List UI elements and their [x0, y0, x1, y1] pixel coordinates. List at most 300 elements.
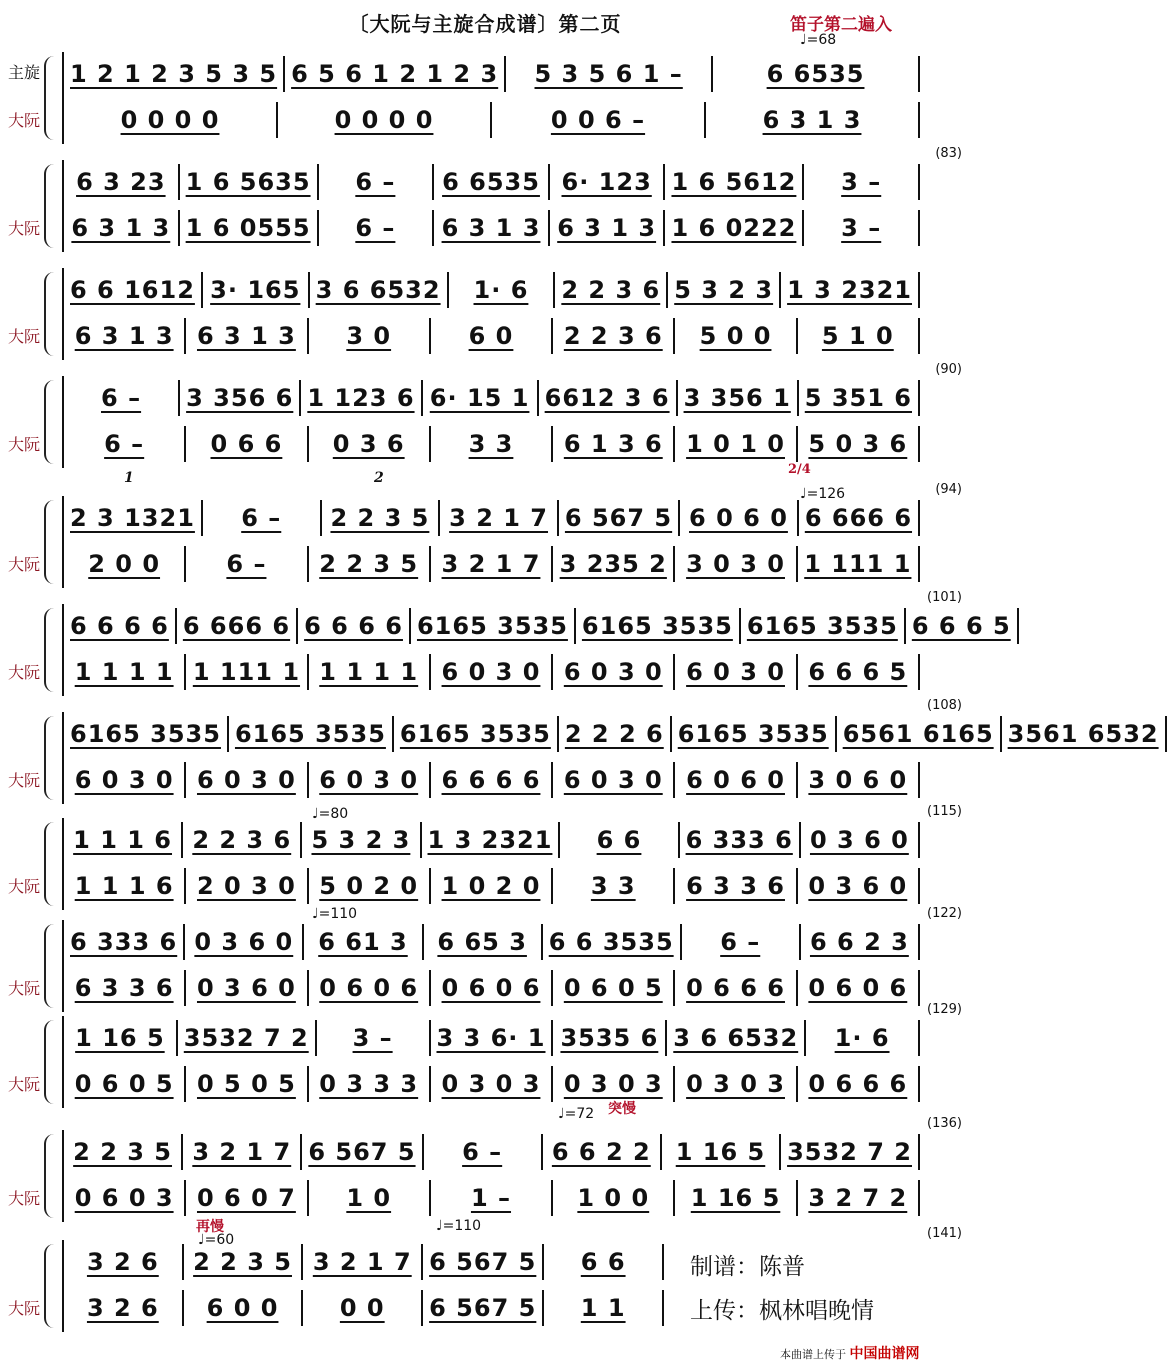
measure [431, 1066, 553, 1102]
measure [431, 426, 553, 462]
measure [798, 762, 920, 798]
measure [741, 608, 906, 644]
measure [668, 272, 781, 308]
measure [576, 608, 741, 644]
jianpu-notes: 0 6 0 6 [808, 974, 908, 1002]
measure [550, 210, 666, 246]
measure [665, 210, 804, 246]
measure [553, 970, 675, 1006]
measure [543, 1134, 662, 1170]
jianpu-notes: 0 3 0 3 [686, 1070, 785, 1098]
jianpu-notes: 1· 6 [473, 276, 529, 304]
staff-top [64, 822, 920, 858]
measure [64, 318, 186, 354]
jianpu-notes: 6 567 5 [564, 504, 673, 532]
part-label-daruan: 大阮 [8, 327, 41, 346]
measure [706, 102, 920, 138]
part-label-daruan: 大阮 [8, 877, 41, 896]
jianpu-notes: 6 6 [596, 826, 642, 854]
staff-top [64, 164, 920, 200]
jianpu-notes: 6 – [104, 430, 145, 458]
jianpu-notes: 6 6 6 5 [808, 658, 908, 686]
measure [309, 426, 431, 462]
measure [804, 164, 920, 200]
tempo-126: ♩=126 [800, 486, 846, 502]
jianpu-notes: 1 0 [346, 1184, 392, 1212]
measure [553, 1066, 675, 1102]
measure [675, 654, 797, 690]
measure [64, 608, 177, 644]
sudden-slow-mark: 突慢 [608, 1101, 636, 1117]
part-label-daruan: 大阮 [8, 771, 41, 790]
staff-bottom [64, 102, 920, 138]
jianpu-notes: 6 0 3 0 [196, 766, 296, 794]
footer-site: 中国曲谱网 [849, 1346, 920, 1362]
jianpu-notes: 3 235 2 [559, 550, 667, 578]
measure [303, 1244, 423, 1280]
measure [431, 318, 553, 354]
jianpu-notes: 6 0 3 0 [74, 766, 174, 794]
jianpu-notes: 0 3 0 3 [563, 1070, 663, 1098]
jianpu-notes: 3 – [841, 168, 882, 196]
volta-1: 1 [124, 470, 134, 486]
jianpu-notes: 3 0 [346, 322, 392, 350]
jianpu-notes: 6 666 6 [804, 504, 913, 532]
measure [799, 500, 920, 536]
jianpu-notes: 6 0 3 0 [563, 658, 663, 686]
system-line [62, 52, 920, 144]
measure [434, 210, 550, 246]
jianpu-notes: 1 6 0555 [185, 214, 311, 242]
measure [559, 500, 680, 536]
measure [781, 1134, 920, 1170]
measure [680, 500, 799, 536]
system-line [62, 376, 920, 468]
jianpu-notes: 5 3 5 6 1 – [534, 60, 683, 88]
system-brace [44, 164, 58, 248]
staff-top [64, 608, 1011, 644]
measure [682, 924, 801, 960]
jianpu-notes: 6165 3535 [677, 720, 829, 748]
flute-entry-note: 笛子第二遍入 [790, 15, 892, 35]
jianpu-notes: 1 111 1 [192, 658, 301, 686]
jianpu-notes: 6· 123 [561, 168, 652, 196]
measure [424, 924, 543, 960]
site-footer [780, 1343, 920, 1363]
system-line [62, 1130, 920, 1222]
jianpu-notes: 1 16 5 [690, 1184, 781, 1212]
staff-bottom [64, 1066, 920, 1102]
jianpu-notes: 6 – [355, 214, 396, 242]
jianpu-notes: 0 6 0 5 [74, 1070, 174, 1098]
jianpu-notes: 2 2 3 5 [330, 504, 430, 532]
measure [672, 716, 837, 752]
measure [64, 380, 180, 416]
jianpu-notes: 1 16 5 [675, 1138, 766, 1166]
measure [309, 654, 431, 690]
jianpu-notes: 1 16 5 [75, 1024, 165, 1052]
measure [798, 1066, 920, 1102]
tempo-110: ♩=110 [312, 906, 358, 922]
jianpu-notes: 0 0 0 0 [334, 106, 434, 134]
jianpu-notes: 3561 6532 [1007, 720, 1159, 748]
system-line [62, 1016, 920, 1108]
system-brace [44, 500, 58, 584]
jianpu-notes: 6165 3535 [581, 612, 733, 640]
measure [229, 716, 394, 752]
jianpu-notes: 6 6 3535 [548, 928, 674, 956]
jianpu-notes: 5 1 0 [821, 322, 894, 350]
system-line [62, 604, 1011, 696]
jianpu-notes: 3 2 7 2 [808, 1184, 908, 1212]
jianpu-notes: 0 0 0 0 [120, 106, 220, 134]
jianpu-notes: 2 0 3 0 [196, 872, 296, 900]
jianpu-notes: 6 567 5 [429, 1248, 537, 1276]
jianpu-notes: 0 6 0 7 [196, 1184, 296, 1212]
jianpu-notes: 2 2 3 6 [561, 276, 661, 304]
jianpu-notes: 0 6 0 6 [441, 974, 541, 1002]
jianpu-notes: 3 6 6532 [315, 276, 441, 304]
jianpu-notes: 6 3 3 6 [74, 974, 174, 1002]
measure [64, 970, 186, 1006]
jianpu-notes: 1 1 1 6 [73, 826, 173, 854]
measure [798, 426, 920, 462]
staff-bottom [64, 762, 920, 798]
jianpu-notes: 3 2 1 7 [449, 504, 549, 532]
measure [837, 716, 1002, 752]
jianpu-notes: 6 567 5 [308, 1138, 416, 1166]
measure [675, 868, 797, 904]
measure [64, 426, 186, 462]
jianpu-notes: 3532 7 2 [183, 1024, 309, 1052]
jianpu-notes: 6 6 6 6 [441, 766, 541, 794]
system-line [62, 920, 920, 1012]
measure [183, 822, 302, 858]
measure-number: (94) [935, 482, 962, 497]
measure [64, 924, 185, 960]
jianpu-notes: 5 0 3 6 [808, 430, 908, 458]
jianpu-notes: 6561 6165 [842, 720, 994, 748]
part-label-daruan: 大阮 [8, 1299, 41, 1318]
measure [64, 1020, 178, 1056]
measure [203, 272, 310, 308]
measure [64, 272, 203, 308]
measure [798, 1180, 920, 1216]
jianpu-notes: 1 – [470, 1184, 512, 1212]
measure [553, 546, 675, 582]
part-label-melody: 主旋 [8, 63, 41, 82]
jianpu-notes: 6 3 1 3 [74, 322, 174, 350]
jianpu-notes: 6 0 3 0 [441, 658, 541, 686]
measure-number: (83) [935, 146, 962, 161]
arranger-credit: 制谱：陈普 [690, 1254, 805, 1280]
measure [680, 822, 801, 858]
jianpu-notes: 0 3 6 0 [808, 872, 908, 900]
jianpu-notes: 5 3 2 3 [674, 276, 774, 304]
measure [801, 822, 920, 858]
system-brace [44, 380, 58, 464]
measure [64, 822, 183, 858]
measure [550, 164, 666, 200]
measure [553, 426, 675, 462]
measure [184, 1244, 304, 1280]
jianpu-notes: 3 0 6 0 [808, 766, 908, 794]
measure [799, 380, 920, 416]
jianpu-notes: 3 2 1 7 [441, 550, 541, 578]
measure [180, 210, 319, 246]
jianpu-notes: 3 356 1 [683, 384, 791, 412]
measure [422, 822, 561, 858]
measure [553, 762, 675, 798]
measure-number: (115) [927, 804, 962, 819]
slower-again-mark: 再慢 [196, 1219, 224, 1235]
measure [798, 318, 920, 354]
jianpu-notes: 1 0 2 0 [441, 872, 541, 900]
uploader-credit: 上传：枫林唱晚情 [690, 1298, 874, 1324]
system-line [62, 818, 920, 910]
system-brace [44, 924, 58, 1008]
measure [559, 716, 672, 752]
measure [553, 654, 675, 690]
measure [675, 426, 797, 462]
measure [662, 1134, 781, 1170]
part-label-daruan: 大阮 [8, 111, 41, 130]
jianpu-notes: 3· 165 [210, 276, 301, 304]
jianpu-notes: 1 3 2321 [427, 826, 553, 854]
jianpu-notes: 6612 3 6 [544, 384, 670, 412]
measure [285, 56, 506, 92]
measure [804, 210, 920, 246]
tempo-80: ♩=80 [312, 806, 349, 822]
measure [186, 1066, 308, 1102]
part-label-daruan: 大阮 [8, 555, 41, 574]
measure [553, 1020, 667, 1056]
system-brace [44, 716, 58, 800]
jianpu-notes: 6 0 6 0 [689, 504, 788, 532]
measure [64, 546, 186, 582]
jianpu-notes: 6 3 1 3 [196, 322, 296, 350]
jianpu-notes: 1 1 1 1 [74, 658, 174, 686]
jianpu-notes: 5 0 2 0 [319, 872, 419, 900]
measure [178, 1020, 317, 1056]
jianpu-notes: 5 351 6 [804, 384, 912, 412]
jianpu-notes: 6 333 6 [685, 826, 793, 854]
measure [278, 102, 492, 138]
jianpu-notes: 5 3 2 3 [311, 826, 411, 854]
jianpu-notes: 6 3 1 3 [441, 214, 541, 242]
measure [180, 164, 319, 200]
jianpu-notes: 2 0 0 [88, 550, 161, 578]
staff-bottom [64, 210, 920, 246]
jianpu-notes: 6 666 6 [182, 612, 291, 640]
jianpu-notes: 3 3 [468, 430, 514, 458]
measure [431, 762, 553, 798]
jianpu-notes: 6165 3535 [70, 720, 221, 748]
measure [543, 924, 682, 960]
measure [309, 318, 431, 354]
measure [64, 1134, 183, 1170]
measure [434, 164, 550, 200]
measure [203, 500, 322, 536]
measure [309, 868, 431, 904]
measure [713, 56, 920, 92]
measure [309, 1180, 431, 1216]
measure [64, 716, 229, 752]
measure [64, 164, 180, 200]
measure [423, 1290, 544, 1326]
system-line [62, 268, 920, 360]
measure [64, 1244, 184, 1280]
part-label-daruan: 大阮 [8, 979, 41, 998]
measure [553, 868, 675, 904]
measure-number: (136) [927, 1116, 962, 1131]
measure [544, 1290, 664, 1326]
jianpu-notes: 1 6 5635 [185, 168, 311, 196]
jianpu-notes: 3 2 6 [86, 1294, 159, 1322]
measure [64, 56, 285, 92]
measure [322, 500, 441, 536]
staff-top [64, 380, 920, 416]
jianpu-notes: 0 6 0 3 [74, 1184, 174, 1212]
staff-bottom [64, 546, 920, 582]
measure [309, 1066, 431, 1102]
jianpu-notes: 1 123 6 [307, 384, 415, 412]
measure [64, 210, 180, 246]
measure [177, 608, 298, 644]
jianpu-notes: 0 6 6 6 [808, 1070, 908, 1098]
staff-top [64, 1020, 920, 1056]
jianpu-notes: 1 1 [580, 1294, 626, 1322]
jianpu-notes: 3 3 6· 1 [436, 1024, 546, 1052]
jianpu-notes: 6 – [355, 168, 396, 196]
volta-2: 2 [374, 470, 384, 486]
jianpu-notes: 0 0 [339, 1294, 385, 1322]
jianpu-notes: 0 3 6 [332, 430, 405, 458]
measure [309, 762, 431, 798]
jianpu-notes: 6 3 1 3 [557, 214, 657, 242]
measure [675, 970, 797, 1006]
measure [309, 546, 431, 582]
part-label-daruan: 大阮 [8, 1075, 41, 1094]
measure [394, 716, 559, 752]
jianpu-notes: 3532 7 2 [787, 1138, 912, 1166]
jianpu-notes: 0 3 0 3 [441, 1070, 541, 1098]
staff-bottom [64, 868, 920, 904]
jianpu-notes: 6 0 3 0 [319, 766, 419, 794]
jianpu-notes: 6· 15 1 [429, 384, 530, 412]
measure [555, 272, 668, 308]
jianpu-notes: 6 3 1 3 [762, 106, 862, 134]
system-line [62, 496, 920, 588]
page-title: 〔大阮与主旋合成谱〕第二页 [348, 12, 622, 36]
jianpu-notes: 6165 3535 [399, 720, 551, 748]
measure [423, 1244, 544, 1280]
jianpu-notes: 2 2 3 6 [192, 826, 292, 854]
measure [303, 1290, 423, 1326]
jianpu-notes: 6 65 3 [437, 928, 527, 956]
jianpu-notes: 0 3 6 0 [194, 928, 294, 956]
measure [675, 1180, 797, 1216]
measure [302, 1134, 423, 1170]
measure [560, 822, 679, 858]
measure [64, 102, 278, 138]
measure [449, 272, 556, 308]
jianpu-notes: 2 2 3 5 [73, 1138, 173, 1166]
time-signature: 2/4 [788, 462, 811, 477]
jianpu-notes: 2 2 3 6 [563, 322, 663, 350]
part-label-daruan: 大阮 [8, 219, 41, 238]
measure [906, 608, 1019, 644]
measure-number: (101) [927, 590, 962, 605]
measure [64, 1180, 186, 1216]
measure [506, 56, 713, 92]
staff-top [64, 1244, 664, 1280]
jianpu-notes: 2 2 3 5 [319, 550, 419, 578]
part-label-daruan: 大阮 [8, 663, 41, 682]
measure [539, 380, 678, 416]
system-line [62, 712, 1159, 804]
jianpu-notes: 0 3 3 3 [319, 1070, 419, 1098]
jianpu-notes: 6 6 2 2 [551, 1138, 651, 1166]
measure [301, 380, 422, 416]
measure [675, 318, 797, 354]
jianpu-notes: 1 1 1 6 [74, 872, 174, 900]
measure-number: (90) [935, 362, 962, 377]
staff-top [64, 924, 920, 960]
system-brace [44, 272, 58, 356]
measure [492, 102, 706, 138]
measure [667, 1020, 806, 1056]
system-brace [44, 1134, 58, 1218]
measure [806, 1020, 920, 1056]
jianpu-notes: 2 2 2 6 [564, 720, 664, 748]
measure-number: (129) [927, 1002, 962, 1017]
measure [431, 868, 553, 904]
measure [553, 1180, 675, 1216]
jianpu-notes: 6 6 6 6 [70, 612, 169, 640]
jianpu-notes: 1· 6 [834, 1024, 890, 1052]
measure [185, 924, 304, 960]
measure [309, 970, 431, 1006]
jianpu-notes: 0 6 0 5 [563, 974, 663, 1002]
jianpu-notes: 3 356 6 [186, 384, 294, 412]
staff-bottom [64, 970, 920, 1006]
jianpu-notes: 6 0 0 [206, 1294, 279, 1322]
jianpu-notes: 3 2 1 7 [312, 1248, 412, 1276]
part-label-daruan: 大阮 [8, 1189, 41, 1208]
jianpu-notes: 6 5 6 1 2 1 2 3 [291, 60, 499, 88]
jianpu-notes: 0 3 6 0 [196, 974, 296, 1002]
jianpu-notes: 6 – [241, 504, 282, 532]
measure [424, 1134, 543, 1170]
measure [180, 380, 301, 416]
measure [431, 1020, 554, 1056]
jianpu-notes: 3 2 6 [86, 1248, 159, 1276]
measure [64, 762, 186, 798]
jianpu-notes: 6 6 [580, 1248, 626, 1276]
jianpu-notes: 6 61 3 [318, 928, 408, 956]
measure [798, 868, 920, 904]
measure [186, 654, 308, 690]
system-brace [44, 608, 58, 692]
jianpu-notes: 6165 3535 [746, 612, 898, 640]
jianpu-notes: 0 6 6 [210, 430, 283, 458]
jianpu-notes: 6 0 3 0 [563, 766, 663, 794]
tempo-72: ♩=72 [558, 1106, 595, 1122]
jianpu-notes: 6 0 3 0 [686, 658, 785, 686]
jianpu-notes: 1 0 0 [577, 1184, 650, 1212]
jianpu-notes: 3 2 1 7 [192, 1138, 292, 1166]
